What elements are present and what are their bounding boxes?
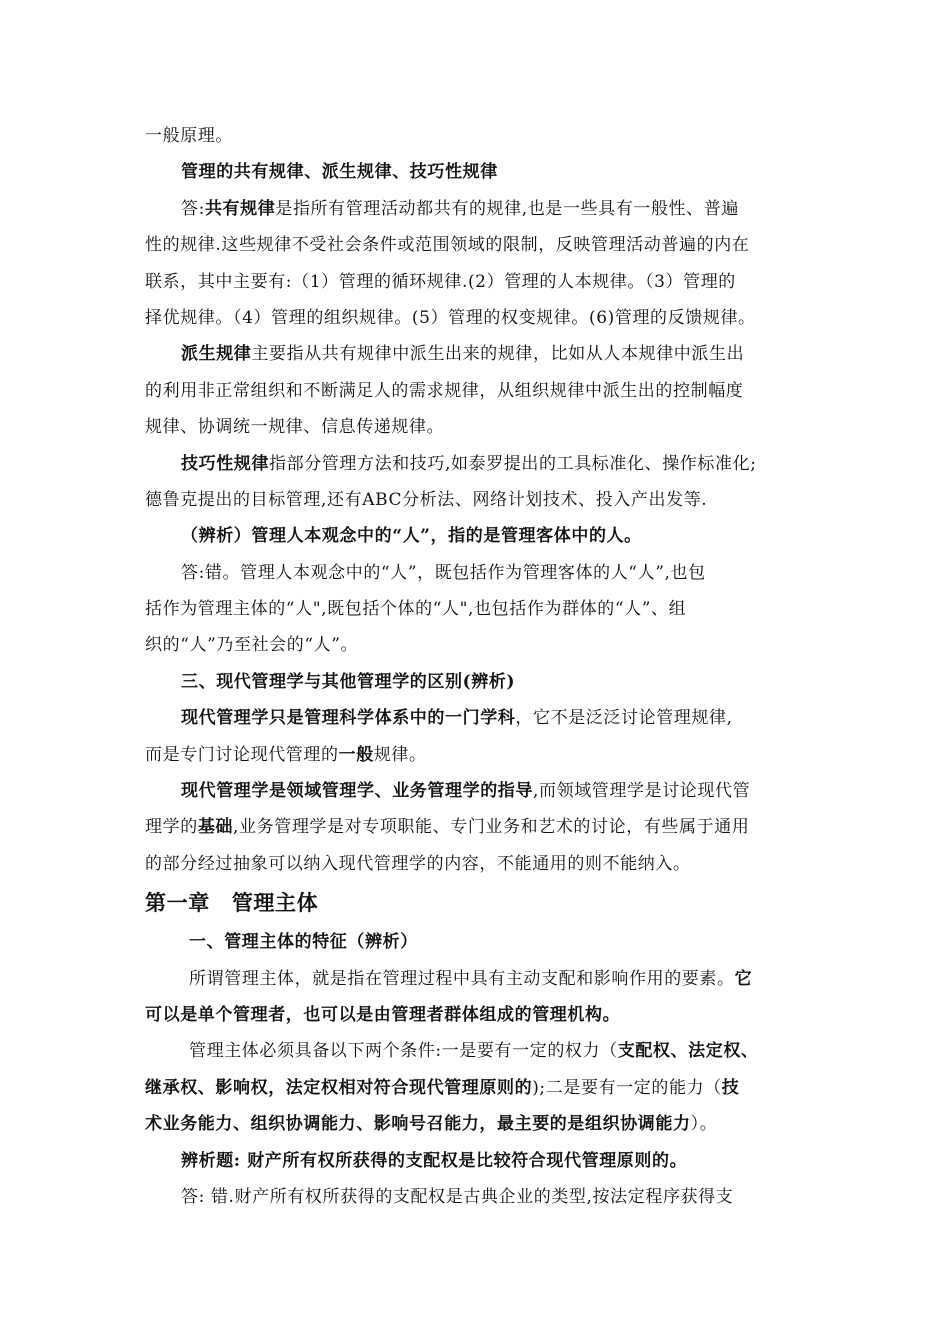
text-line [145, 227, 810, 263]
bold-term: 基础 [197, 817, 234, 838]
text-run: 主要指从共有规律中派生出来的规律，比如从人本规律中派生出 [251, 344, 745, 365]
text-run: ，它不是泛泛讨论管理规律, [515, 708, 733, 729]
text-line [145, 773, 810, 809]
question-heading [145, 518, 810, 554]
text-line [145, 591, 810, 627]
text-run: 理学的 [145, 817, 198, 838]
text-line [145, 737, 810, 773]
text-line [145, 191, 810, 227]
text-run: 所谓管理主体，就是指在管理过程中具有主动支配和影响作用的要素。 [189, 968, 735, 989]
text-run: 规律、协调统一规律、信息传递规律。 [145, 417, 445, 438]
text-run: 的部分经过抽象可以纳入现代管理学的内容，不能通用的则不能纳入。 [145, 853, 691, 874]
text-run: 管理的共有规律、派生规律、技巧性规律 [181, 162, 498, 183]
section-heading [145, 924, 810, 960]
bold-term: 它 [734, 968, 753, 989]
text-run: 联系，其中主要有:（1）管理的循环规律.(2）管理的人本规律。（3）管理的 [145, 271, 736, 292]
text-line [145, 627, 810, 663]
text-run: 指部分管理方法和技巧,如泰罗提出的工具标准化、操作标准化; [269, 453, 757, 474]
text-run: );二是要有一定的能力（ [532, 1077, 722, 1098]
bold-term: 现代管理学是领域管理学、业务管理学的指导 [181, 781, 533, 802]
text-run: 择优规律。（4）管理的组织规律。(5）管理的权变规律。(6)管理的反馈规律。 [145, 307, 756, 328]
text-run: ,而领域管理学是讨论现代管 [533, 781, 751, 802]
text-line [145, 1106, 810, 1142]
text-run: 德鲁克提出的目标管理,还有ABC分析法、网络计划技术、投入产出发等. [145, 489, 708, 510]
text-line [145, 1033, 810, 1069]
text-run: 管理主体必须具备以下两个条件:一是要有一定的权力（ [189, 1041, 618, 1062]
bold-term: 技巧性规律 [181, 453, 269, 474]
text-line [145, 997, 810, 1033]
text-line [145, 409, 810, 445]
text-run: 是指所有管理活动都共有的规律,也是一些具有一般性、普遍 [275, 198, 739, 219]
text-run: 织的“人”乃至社会的“人”。 [145, 635, 359, 656]
text-run: 答: 错.财产所有权所获得的支配权是古典企业的类型,按法定程序获得支 [181, 1186, 734, 1207]
text-line [145, 446, 810, 482]
text-line [145, 300, 810, 336]
text-run: 一、管理主体的特征（辨析） [189, 932, 418, 953]
text-line [145, 1179, 810, 1215]
text-run: ）。 [690, 1114, 718, 1135]
text-line [145, 1070, 810, 1106]
text-run: 可以是单个管理者，也可以是由管理者群体组成的管理机构。 [145, 1004, 621, 1025]
text-run: （辨析）管理人本观念中的“人”，指的是管理客体中的人。 [181, 526, 642, 547]
bold-term: 派生规律 [181, 344, 252, 365]
text-run: 答:错。管理人本观念中的“人”，既包括作为管理客体的人“人”,也包 [181, 562, 706, 583]
bold-term: 共有规律 [204, 198, 276, 219]
chapter-title: 管理主体 [231, 890, 319, 916]
text-line [145, 809, 810, 845]
text-run: 答: [181, 198, 205, 219]
text-line [145, 846, 810, 882]
bold-term: 术业务能力、组织协调能力、影响号召能力，最主要的是组织协调能力 [145, 1114, 691, 1135]
text-run: 辨析题: 财产所有权所获得的支配权是比较符合现代管理原则的。 [181, 1150, 688, 1171]
text-line [145, 555, 810, 591]
text-run: ,业务管理学是对专项职能、专门业务和艺术的讨论，有些属于通用 [233, 817, 750, 838]
text-line [145, 373, 810, 409]
question-heading [145, 1143, 810, 1179]
bold-term: 一般 [338, 744, 374, 765]
chapter-number: 第一章 [145, 890, 210, 916]
bold-term: 继承权、影响权，法定权相对符合现代管理原则的 [145, 1077, 533, 1098]
bold-term: 现代管理学只是管理科学体系中的一门学科 [181, 708, 516, 729]
document-page [145, 118, 810, 1215]
text-line [145, 336, 810, 372]
text-run: 性的规律.这些规律不受社会条件或范围领域的限制，反映管理活动普遍的内在 [145, 235, 750, 256]
bold-term: 技 [721, 1077, 740, 1098]
section-heading [145, 664, 810, 700]
text-run: 三、现代管理学与其他管理学的区别(辨析) [181, 671, 516, 692]
section-heading [145, 154, 810, 190]
bold-term: 支配权、法定权、 [617, 1041, 759, 1062]
chapter-heading [145, 882, 810, 924]
text-run: 规律。 [373, 744, 427, 765]
text-run: 而是专门讨论现代管理的 [145, 744, 339, 765]
text-run: 括作为管理主体的“人",既包括个体的“人",也包括作为群体的“人”、组 [145, 599, 687, 620]
text-line [145, 118, 810, 154]
text-line [145, 482, 810, 518]
text-line [145, 264, 810, 300]
text-line [145, 700, 810, 736]
text-run: 一般原理。 [145, 126, 233, 146]
text-line [145, 961, 810, 997]
text-run: 的利用非正常组织和不断满足人的需求规律，从组织规律中派生出的控制幅度 [145, 380, 744, 401]
